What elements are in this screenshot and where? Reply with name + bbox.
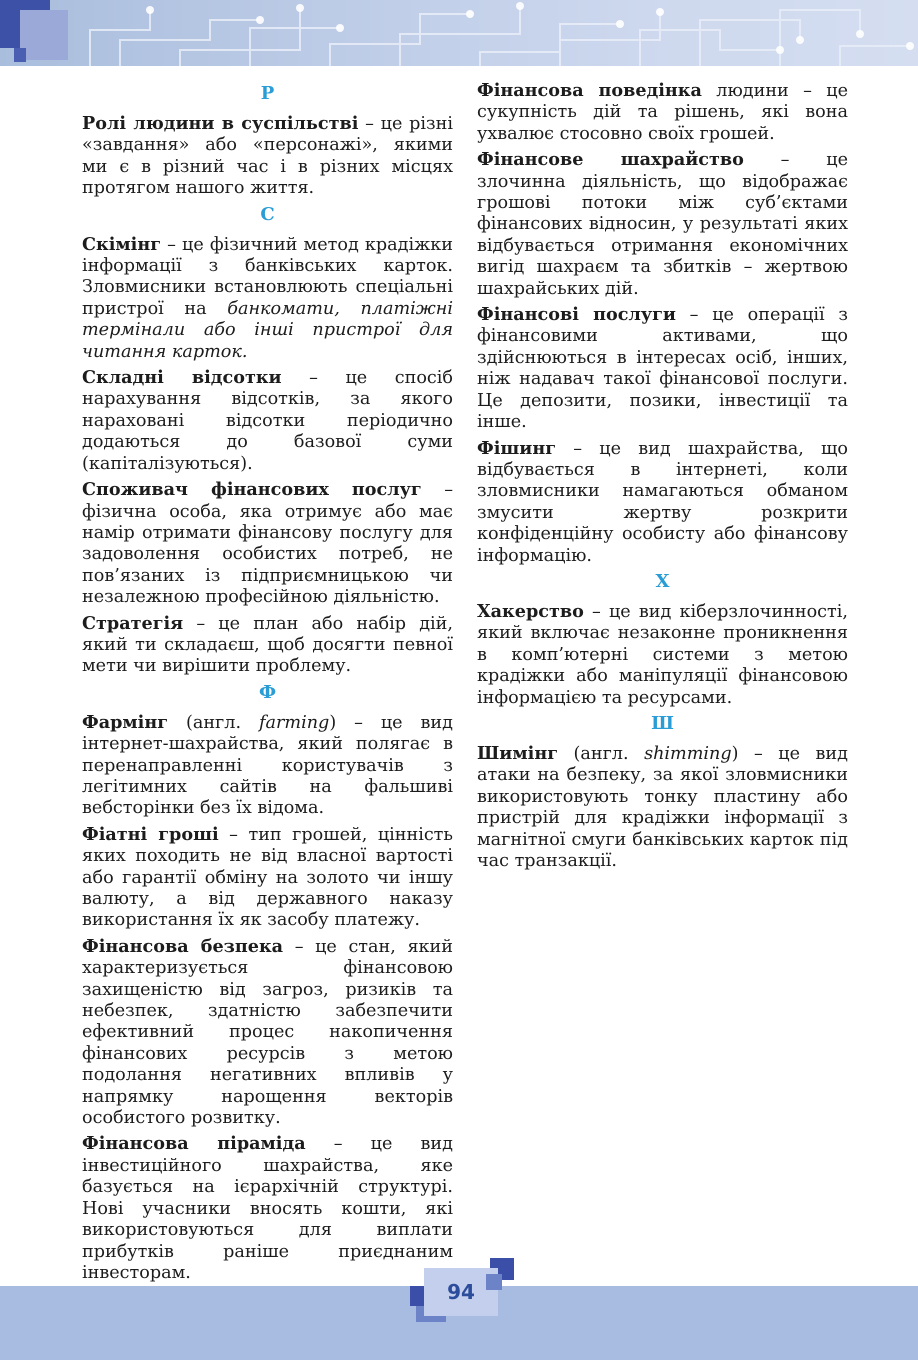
definition-text: – це план або набір дій, який ти складаєш, щоб досягти певної мети чи вирішити проблему.: [82, 613, 453, 677]
glossary-term: Споживач фінансових послуг: [82, 479, 422, 501]
definition-text: людини – це сукупність дій та рішень, які вона ухвалює стосовно своїх грошей.: [477, 81, 849, 144]
glossary-term: Стратегія: [82, 612, 184, 634]
glossary-entry: [82, 1133, 453, 1284]
italic-text: shimming: [644, 743, 732, 764]
definition-text: – фізична особа, яка отримує або має намір отримати фінансову послугу для задоволення особистих потреб, не пов’язаних із підприємницькою чи незалежною професійною діяльністю.: [82, 480, 454, 608]
definition-text: – це різні «завдання» або «персонажі», якими ми є в різний час і в різних місцях протягом нашого життя.: [82, 114, 453, 199]
section-letter: Ш: [651, 712, 674, 734]
glossary-entry: [82, 824, 453, 932]
definition-text: – це вид кіберзлочинності, який включає незаконне проникнення в комп’ютерні системи з метою крадіжки або маніпуляції фінансовою інформацією та ресурсами.: [477, 601, 848, 708]
glossary-entry: [477, 743, 848, 872]
section-letter: Р: [260, 83, 275, 104]
glossary-term: Складні відсотки: [82, 367, 282, 389]
glossary-entry: [82, 712, 453, 820]
glossary-term: Фінансова безпека: [82, 935, 284, 957]
glossary-term: Фінансова піраміда: [82, 1133, 306, 1155]
glossary-entry: [82, 936, 453, 1130]
header-band: [0, 0, 918, 66]
glossary-entry: [82, 367, 453, 475]
glossary-term: Фішинг: [477, 437, 556, 459]
definition-text: – це злочинна діяльність, що відображає грошові потоки між суб’єктами фінансових відносин, у результаті яких відбувається отримання економічних вигід шахраєм та збитків – жертвою шахрайських дій.: [477, 150, 848, 299]
definition-text: ) – це вид атаки на безпеку, за якої зловмисники використовують тонку пластину або пристрій для крадіжки інформації з магнітної смуги банківських карток під час транзакції.: [477, 743, 848, 871]
definition-text: – це вид шахрайства, що відбувається в інтернеті, коли зловмисники намагаються обманом змусити жертву розкрити конфіденційну особисту або фінансову інформацію.: [477, 438, 848, 566]
glossary-term: Скімінг: [82, 233, 162, 255]
glossary-term: Фармінг: [82, 711, 169, 733]
definition-text: – це вид інвестиційного шахрайства, яке базується на ієрархічній структурі. Нові учасники вносять кошти, які використовуються для виплати прибутків раніше приєднаним інвесторам.: [82, 1134, 453, 1283]
glossary-entry: [82, 113, 453, 200]
glossary-entry: [82, 479, 453, 608]
section-letter: С: [260, 203, 275, 225]
glossary-term: Фінансове шахрайство: [477, 149, 744, 171]
glossary-entry: [82, 613, 453, 678]
glossary-term: Шимінг: [477, 742, 558, 764]
definition-text: ) – це вид інтернет-шахрайства, який полягає в перенаправленні користувачів з легітимних сайтів на фальшиві вебсторінки без їх відома.: [82, 712, 453, 819]
glossary-entry: [477, 438, 848, 567]
glossary-entry: [477, 80, 848, 145]
definition-text: – це спосіб нарахування відсотків, за якого нараховані відсотки періодично додаються до базової суми (капіталізуються).: [82, 368, 454, 474]
italic-text: банкомати, платіжні термінали або інші пристрої для читання карток.: [82, 298, 453, 362]
definition-text: – це фізичний метод крадіжки інформації з банківських карток. Зловмисники встановлюють спеціальні пристрої на: [82, 234, 453, 319]
glossary-term: Фіатні гроші: [82, 823, 219, 845]
glossary-entry: [82, 234, 453, 363]
glossary-term: Ролі людини в суспільстві: [82, 113, 359, 134]
circuit-pattern: [0, 0, 918, 66]
definition-text: – тип грошей, цінність яких походить не від власної вартості або гарантії обміну на золото чи іншу валюту, а від державного наказу використання їх як засобу платежу.: [82, 824, 453, 931]
glossary-term: Фінансова поведінка: [477, 80, 702, 101]
italic-text: farming: [258, 712, 330, 733]
glossary-entry: [477, 304, 848, 433]
page-number-badge: [410, 1258, 520, 1328]
section-letter: Х: [655, 570, 670, 592]
section-letter: Ф: [258, 681, 277, 703]
definition-text: – це стан, який характеризується фінансовою захищеністю від загроз, ризиків та небезпек, здатністю забезпечити ефективний процес накопичення фінансових ресурсів з метою подолання негативних впливів у напрямку нарощення векторів особистого розвитку.: [82, 936, 454, 1129]
page-number: 94: [447, 1280, 475, 1304]
glossary-entry: [477, 149, 848, 300]
definition-text: – це операції з фінансовими активами, що здійснюються в інтересах осіб, інших, ніж надавач такої фінансової послуги. Це депозити, позики, інвестиції та інше.: [477, 305, 848, 433]
glossary-entry: [477, 601, 848, 709]
glossary-term: Фінансові послуги: [477, 304, 676, 326]
right-column: [477, 80, 848, 876]
definition-text: (англ.: [558, 743, 645, 764]
definition-text: (англ.: [168, 712, 259, 733]
glossary-term: Хакерство: [477, 600, 584, 622]
left-column: [82, 80, 453, 1288]
